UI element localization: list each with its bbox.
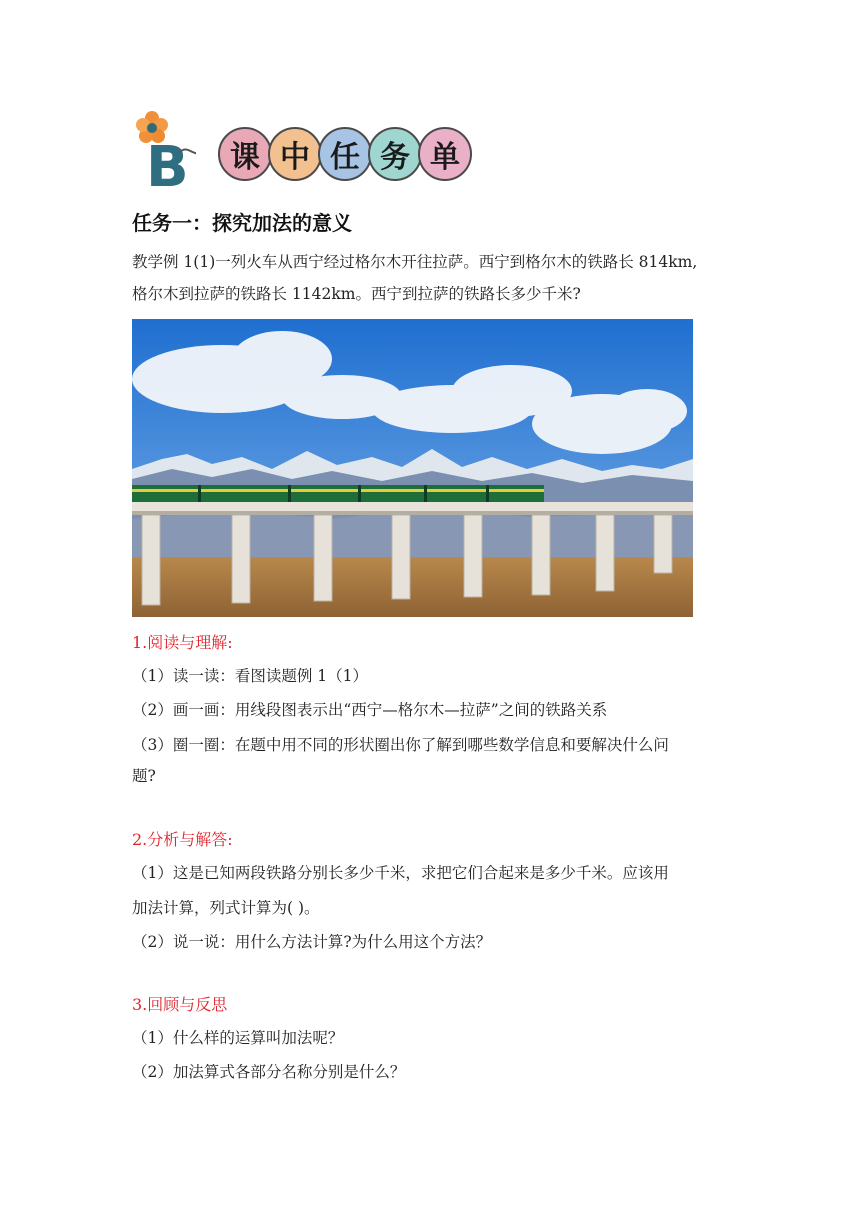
title-pill: 单 [418, 127, 472, 181]
section-item: 加法计算，列式计算为( )。 [132, 899, 320, 917]
problem-line: 格尔木到拉萨的铁路长 1142km。西宁到拉萨的铁路长多少千米? [132, 285, 581, 303]
train-viaduct-photo [132, 319, 693, 617]
section-item: （1）这是已知两段铁路分别长多少千米，求把它们合起来是多少千米。应该用 [132, 864, 669, 882]
svg-text:B: B [146, 135, 189, 190]
section-item: （2）说一说：用什么方法计算?为什么用这个方法？ [132, 933, 492, 951]
section-item: （2）加法算式各部分名称分别是什么？ [132, 1063, 406, 1081]
section-b-logo [132, 108, 196, 190]
title-pill: 务 [368, 127, 422, 181]
section-item: 题? [132, 767, 156, 785]
section-item: （1）读一读：看图读题例 1（1） [132, 667, 369, 685]
section-item: （2）画一画：用线段图表示出“西宁—格尔木—拉萨”之间的铁路关系 [132, 701, 608, 719]
section-heading-review: 3.回顾与反思 [132, 995, 228, 1014]
section-item: （1）什么样的运算叫加法呢？ [132, 1029, 344, 1047]
task-title: 任务一：探究加法的意义 [132, 211, 352, 235]
title-pill: 任 [318, 127, 372, 181]
problem-line: 教学例 1(1)一列火车从西宁经过格尔木开往拉萨。西宁到格尔木的铁路长 814km, [132, 253, 698, 271]
problem-text [132, 246, 752, 310]
section-item: （3）圈一圈：在题中用不同的形状圈出你了解到哪些数学信息和要解决什么问 [132, 736, 669, 754]
title-pill: 课 [218, 127, 272, 181]
title-pill: 中 [268, 127, 322, 181]
section-heading-analyze: 2.分析与解答: [132, 830, 233, 849]
section-heading-read: 1.阅读与理解: [132, 633, 233, 652]
